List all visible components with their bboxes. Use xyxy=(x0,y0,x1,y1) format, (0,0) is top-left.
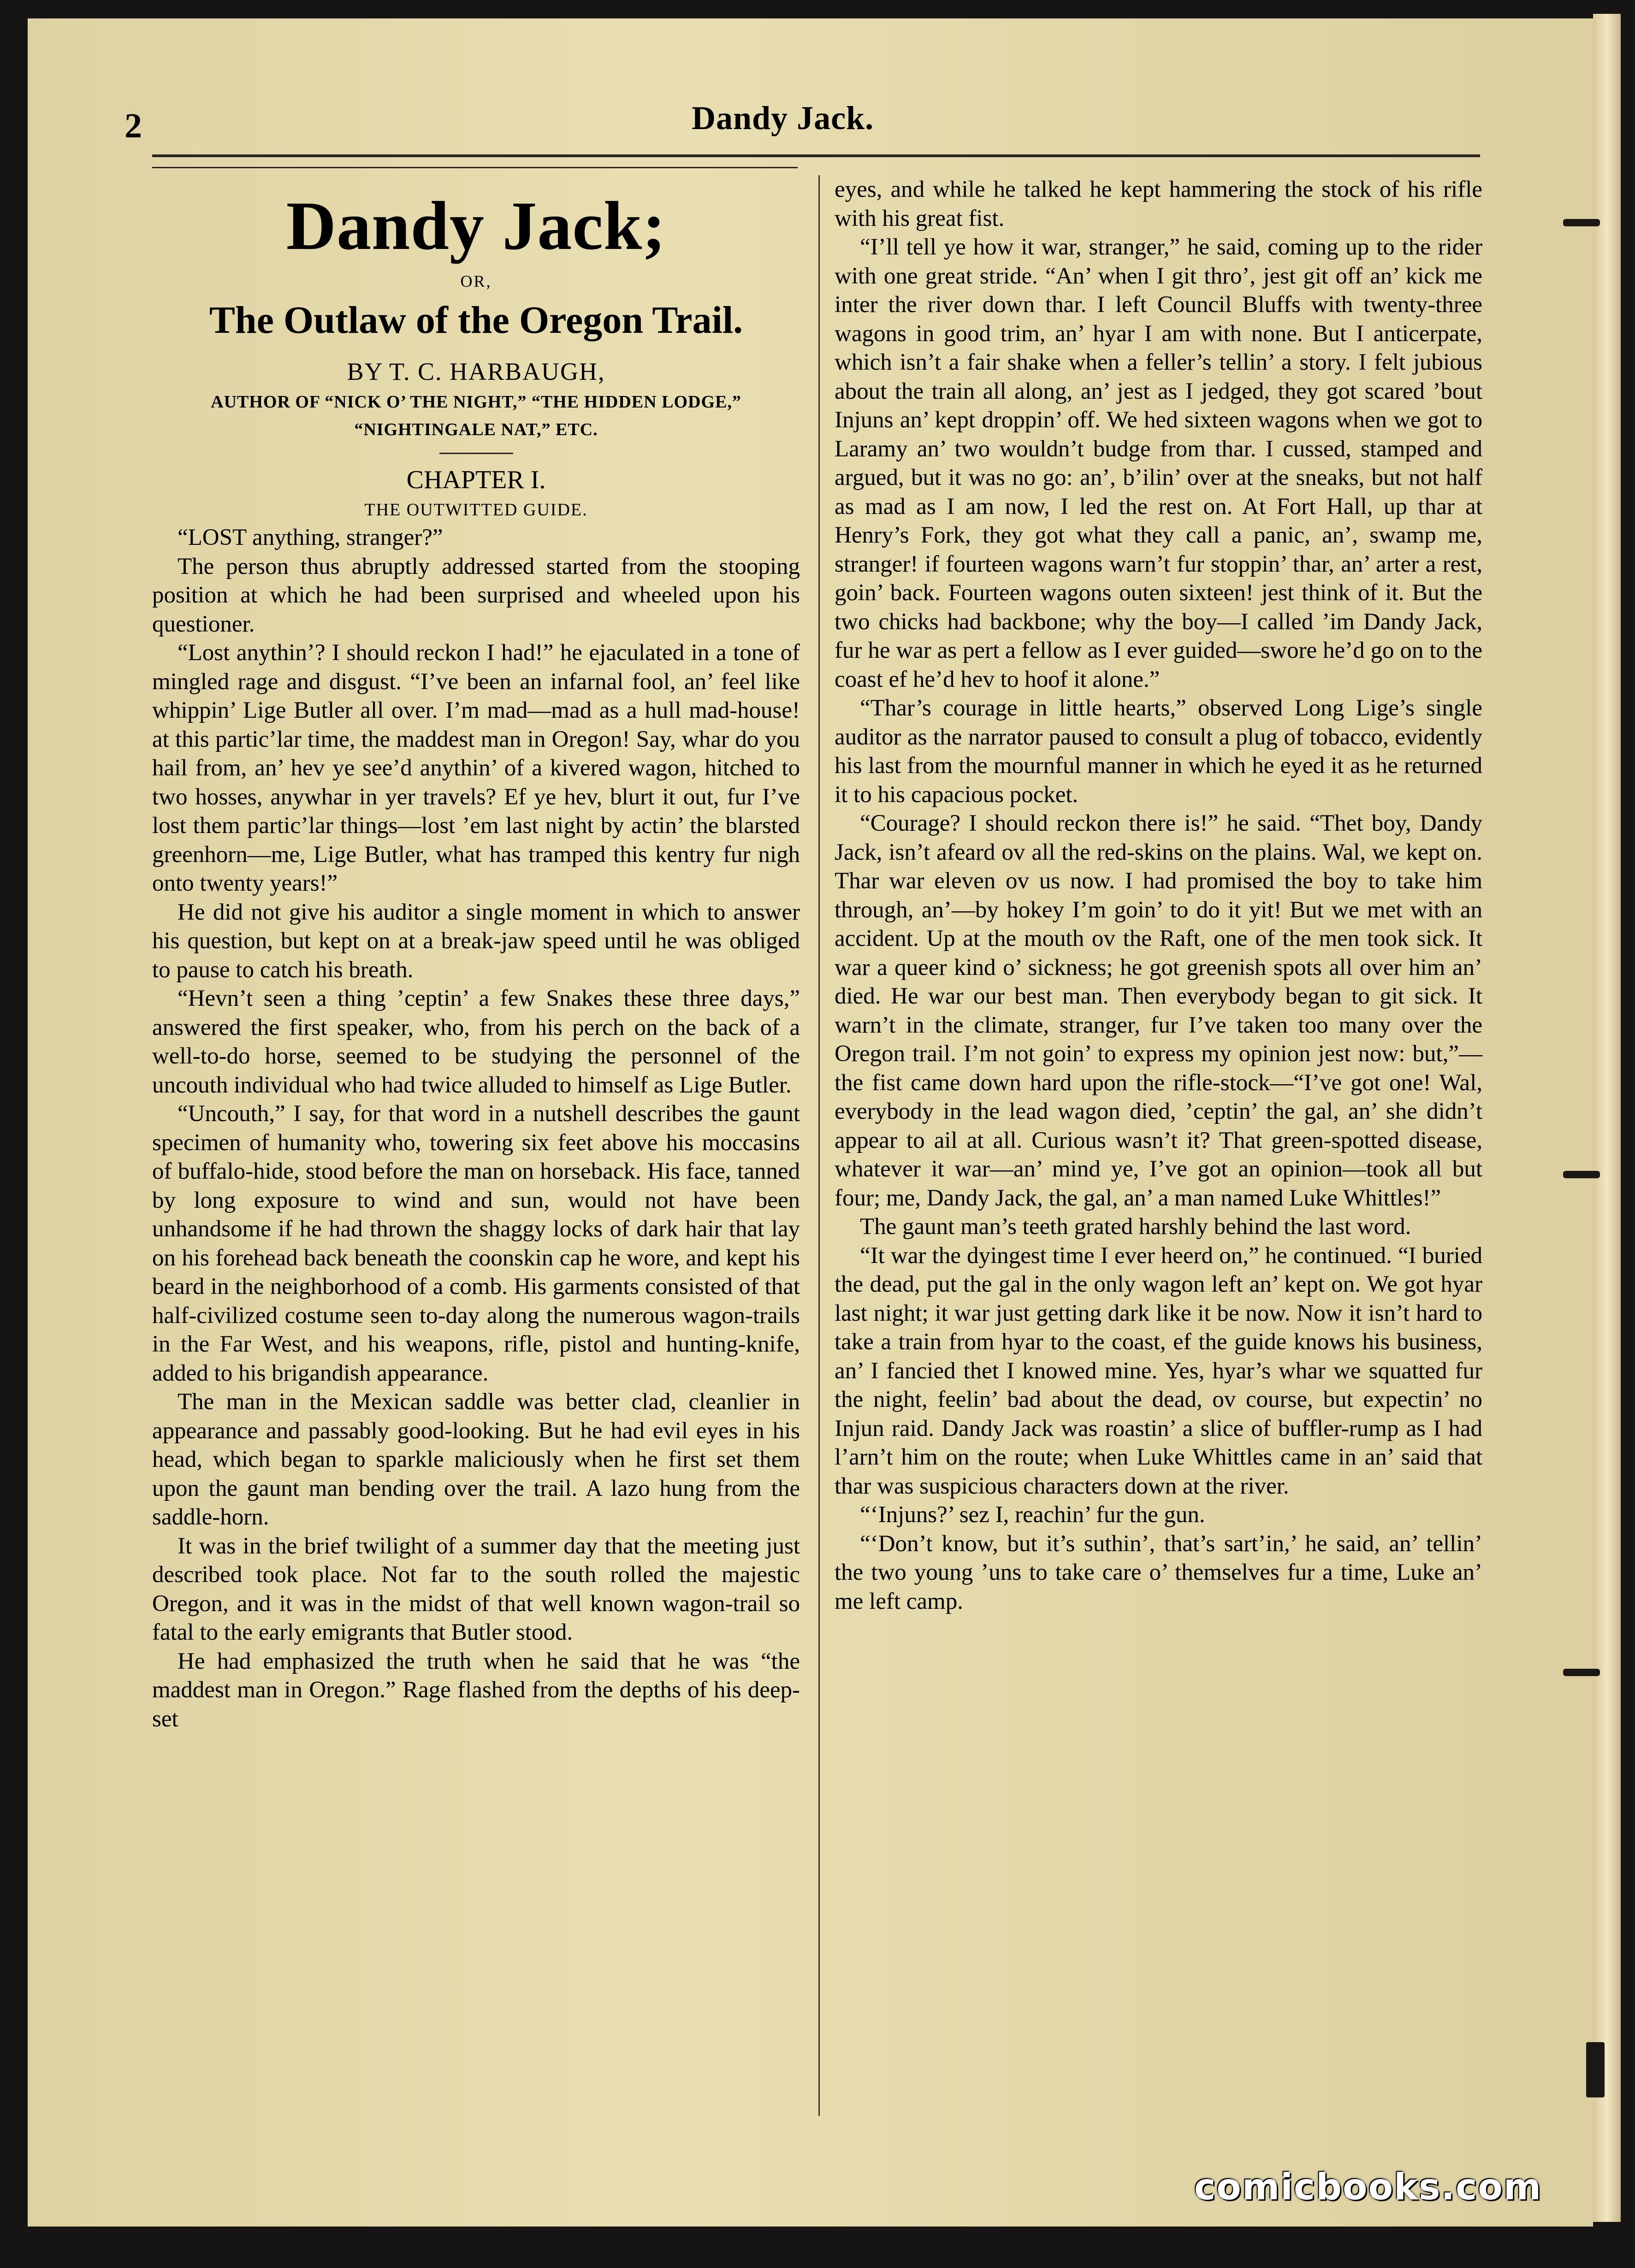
binding-stitch xyxy=(1563,1171,1600,1178)
paragraph: “Thar’s courage in little hearts,” observed Long Lige’s single auditor as the narrator paused to consult a plug of tobacco, evidently his last from the mournful manner in which he eyed it as he returned it to his capacious pocket. xyxy=(835,695,1482,808)
header-rule-thin xyxy=(152,167,798,168)
story-title: Dandy Jack; xyxy=(286,188,666,264)
paragraph: “Uncouth,” I say, for that word in a nutshell describes the gaunt specimen of humanity who, towering six feet above his moccasins of buffalo-hide, stood before the man on horseback. His face, tanned by long exposure to wind and sun, would not have been unhandsome if he had thrown the shaggy locks of dark hair that lay on his forehead back beneath the coonskin cap he wore, and kept his beard in the neighborhood of a comb. His garments consisted of that half-civilized costume seen to-day along the numerous wagon-trails in the Far West, and his weapons, rifle, pistol and hunting-knife, added to his brigandish appearance. xyxy=(152,1101,800,1386)
paragraph: “LOST anything, stranger?” xyxy=(178,525,443,550)
paragraph: “Hevn’t seen a thing ’ceptin’ a few Snakes these three days,” answered the first speaker, who, from his perch on the back of a well-to-do horse, seemed to be studying the personnel of the uncouth individual who had twice alluded to himself as Lige Butler. xyxy=(152,986,800,1098)
chapter-title: THE OUTWITTED GUIDE. xyxy=(364,500,588,520)
paragraph: He had emphasized the truth when he said that he was “the maddest man in Oregon.” Rage flashed from the depths of his deep-set xyxy=(152,1648,800,1732)
paragraph: The person thus abruptly addressed started from the stooping position at which he had been surprised and wheeled upon his questioner. xyxy=(152,553,800,637)
page-edge xyxy=(1593,14,1621,2222)
left-column xyxy=(152,184,800,1733)
title-rule xyxy=(439,453,513,454)
paragraph: “‘Injuns?’ sez I, reachin’ fur the gun. xyxy=(860,1502,1205,1528)
page-number: 2 xyxy=(124,106,142,145)
byline: BY T. C. HARBAUGH, xyxy=(347,358,605,385)
running-title: Dandy Jack. xyxy=(692,100,874,136)
binding-stitch xyxy=(1563,219,1600,226)
author-credits: AUTHOR OF “NICK O’ THE NIGHT,” “THE HIDDEN LODGE,” “NIGHTINGALE NAT,” ETC. xyxy=(211,392,741,439)
paragraph: “Courage? I should reckon there is!” he said. “Thet boy, Dandy Jack, isn’t afeard ov all the red-skins on the plains. Wal, we kept on. Thar war eleven ov us now. I had promised the boy to take him through, an’—by hokey I’m goin’ to do it yit! But we met with an accident. Up at the mouth ov the Raft, one of the men took sick. It war a queer kind o’ sickness; he got greenish spots all over him an’ died. He war our best man. Then everybody began to git sick. It warn’t in the climate, stranger, fur I’ve taken too many over the Oregon trail. I’m not goin’ to express my opinion jest now: but,”—the fist came down hard upon the rifle-stock—“I’ve got one! Wal, everybody in the lead wagon died, ’ceptin’ the gal, an’ she didn’t appear to ail at all. Curious wasn’t it? That green-spotted disease, whatever it war—an’ mind ye, I’ve got an opinion—took all but four; me, Dandy Jack, the gal, an’ a man named Luke Whittles!” xyxy=(835,810,1482,1211)
paragraph: He did not give his auditor a single moment in which to answer his question, but kept on at a break-jaw speed until he was obliged to pause to catch his breath. xyxy=(152,899,800,983)
binding-stitch xyxy=(1563,1669,1600,1676)
watermark: comicbooks.com xyxy=(1194,2167,1542,2208)
binding-stitch xyxy=(1586,2042,1605,2097)
right-column xyxy=(835,175,1482,1616)
paragraph: eyes, and while he talked he kept hammering the stock of his rifle with his great fist. xyxy=(835,177,1482,231)
paragraph: “I’ll tell ye how it war, stranger,” he said, coming up to the rider with one great stride. “An’ when I git thro’, jest git off an’ kick me inter the river down thar. I left Council Bluffs with twenty-three wagons in good trim, an’ hyar I am with none. But I anticerpate, which isn’t a fair shake when a feller’s tellin’ a story. I felt jubious about the train all along, an’ jest as I jedged, they got scared ’bout Injuns an’ kept droppin’ off. We hed sixteen wagons when we got to Laramy an’ two wouldn’t budge from thar. I cussed, stamped and argued, but it was no go: an’, b’ilin’ over at the sneaks, but not half as mad as I am now, I led the rest on. At Fort Hall, up thar at Henry’s Fork, they got what they call a panic, an’, swamp me, stranger! if fourteen wagons warn’t fur stoppin’ thar, an’ arter a rest, goin’ back. Fourteen wagons outen sixteen! jest think of it. But the two chicks had backbone; why the boy—I called ’im Dandy Jack, fur he war as pert a fellow as I ever guided—swore he’d go on to the coast ef he’d hev to hoof it alone.” xyxy=(835,234,1482,692)
chapter-heading: CHAPTER I. xyxy=(406,466,546,494)
paragraph: The gaunt man’s teeth grated harshly behind the last word. xyxy=(860,1214,1411,1240)
paragraph: “Lost anythin’? I should reckon I had!” he ejaculated in a tone of mingled rage and disgust. “I’ve been an infarnal fool, an’ feel like whippin’ Lige Butler all over. I’m mad—mad as a hull mad-house! at this partic’lar time, the maddest man in Oregon! Say, whar do you hail from, an’ hev ye see’d anythin’ of a kivered wagon, hitched to two hosses, anywhar in yer travels? Ef ye hev, blurt it out, fur I’ve lost them partic’lar things—lost ’em last night by actin’ the blarsted greenhorn—me, Lige Butler, what has tramped this kentry fur nigh onto twenty years!” xyxy=(152,640,800,896)
paragraph: It was in the brief twilight of a summer day that the meeting just described took place. Not far to the south rolled the majestic Oregon, and it was in the midst of that well known wagon-trail so fatal to the early emigrants that Butler stood. xyxy=(152,1533,800,1645)
paragraph: “‘Don’t know, but it’s suthin’, that’s sart’in,’ he said, an’ tellin’ the two young ’uns to take care o’ themselves fur a time, Luke an’ me left camp. xyxy=(835,1530,1482,1614)
story-subtitle: The Outlaw of the Oregon Trail. xyxy=(209,299,743,342)
header-rule xyxy=(152,154,1480,157)
paragraph: “It war the dyingest time I ever heerd on,” he continued. “I buried the dead, put the gal in the only wagon left an’ kept on. We got hyar last night; it war just getting dark like it be now. Now it isn’t hard to take a train from hyar to the coast, ef the guide knows his business, an’ I fancied thet I knowed mine. Yes, hyar’s whar we squatted fur the night, feelin’ bad about the dead, ov course, but expectin’ no Injun raid. Dandy Jack was roastin’ a slice of buffler-rump as I had l’arn’t him on the route; when Luke Whittles came in an’ said that thar was suspicious characters down at the river. xyxy=(835,1242,1482,1499)
paragraph: The man in the Mexican saddle was better clad, cleanlier in appearance and passably good-looking. But he had evil eyes in his head, which began to sparkle maliciously when he first set them upon the gaunt man bending over the trail. A lazo hung from the saddle-horn. xyxy=(152,1389,800,1530)
column-divider xyxy=(818,175,820,2116)
title-or: OR, xyxy=(460,272,492,290)
